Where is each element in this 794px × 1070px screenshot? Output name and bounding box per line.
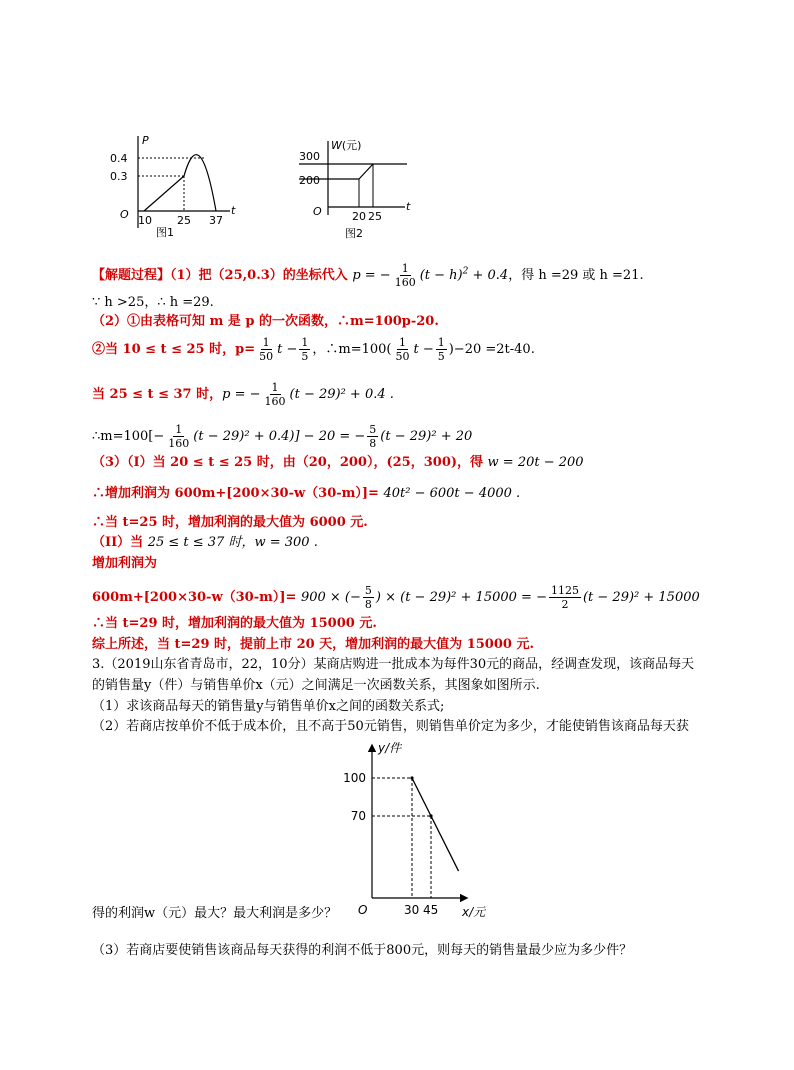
sol-line-14: 综上所述，当 t=29 时，提前上市 20 天，增加利润的最大值为 15000 元.	[92, 637, 534, 652]
sol-line-11: 增加利润为	[92, 556, 158, 571]
fig1-origin: O	[120, 208, 129, 221]
q3-origin: O	[358, 903, 368, 917]
q3-line-2: 的销售量y（件）与销售单价x（元）之间满足一次函数关系，其图象如图所示.	[92, 678, 540, 693]
fig2-tick-25: 25	[368, 210, 382, 223]
sol-line-8: ∴增加利润为 600m+[200×30-w（30-m）]= 40t² − 600t − 4000 .	[92, 486, 521, 501]
sol-line-3: （2）①由表格可知 m 是 p 的一次函数，∴m=100p-20.	[92, 314, 439, 329]
fig2-y-label: W(元)	[331, 139, 362, 152]
fig1-tick-0.3: 0.3	[110, 170, 128, 183]
q3-line-5: 得的利润w（元）最大？最大利润是多少？	[92, 906, 338, 921]
sol-line-13: ∴当 t=29 时，增加利润的最大值为 15000 元.	[92, 616, 377, 631]
fig1-y-label: P	[142, 134, 149, 147]
fig1-x-label: t	[231, 204, 236, 217]
sol-line-1: 【解题过程】（1）把（25,0.3）的坐标代入 p = − $\frac{1}{160}$ $(t - h)^2 + 0.4$，得 h =29 或 h =21.	[92, 262, 644, 289]
fig2-x-label: t	[406, 200, 411, 213]
sol-line-12: 600m+[200×30-w（30-m）]= 900 × (− $\frac{5}{8}$ ) × (t − 29)² + 15000 = − $\frac{1125}{2}$ (t − 29)² + 15000	[92, 584, 700, 611]
q3-ytick-70: 70	[350, 809, 366, 823]
sol-line-7: （3）（I）当 20 ≤ t ≤ 25 时，由（20，200），(25，300)，得 w = 20t − 200	[92, 455, 584, 470]
sol-line-4: ②当 10 ≤ t ≤ 25 时，p= $\frac{1}{50}$ t − $\frac{1}{5}$ ，∴m=100( $\frac{1}{50}$ t − $\frac{1}{5}$ )−20 =2t-40.	[92, 336, 535, 363]
sol-line-9: ∴当 t=25 时，增加利润的最大值为 6000 元.	[92, 515, 368, 530]
q3-line-4: （2）若商店按单价不低于成本价，且不高于50元销售，则销售单价定为多少，才能使销售该商品每天获	[92, 719, 689, 734]
q3-chart	[330, 738, 500, 930]
fig1-caption: 图1	[156, 226, 174, 239]
q3-line-3: （1）求该商品每天的销售量y与销售单价x之间的函数关系式;	[92, 699, 445, 714]
q3-x-label: x/元	[462, 905, 486, 919]
q3-line-6: （3）若商店要使销售该商品每天获得的利润不低于800元，则每天的销售量最少应为多少件？	[92, 943, 633, 958]
q3-y-label: y/件	[378, 741, 402, 755]
fig1-tick-37: 37	[209, 214, 223, 227]
q3-line-1: 3.（2019山东省青岛市，22，10分）某商店购进一批成本为每件30元的商品，经调查发现，该商品每天	[92, 657, 695, 672]
q3-xtick-45: 45	[423, 903, 439, 917]
figure-1	[100, 130, 245, 242]
sol-line-6: ∴m=100[− $\frac{1}{160}$ (t − 29)² + 0.4)] − 20 = − $\frac{5}{8}$ (t − 29)² + 20	[92, 423, 473, 450]
q3-series-line	[412, 778, 459, 871]
figure-2	[295, 133, 425, 245]
fig2-origin: O	[313, 205, 322, 218]
q3-xtick-30: 30	[404, 903, 420, 917]
fig1-curve	[144, 155, 216, 211]
sol-line-5: 当 25 ≤ t ≤ 37 时，p = − $\frac{1}{160}$ (t − 29)² + 0.4 .	[92, 381, 394, 408]
fig2-caption: 图2	[345, 227, 363, 240]
fig1-tick-0.4: 0.4	[110, 152, 128, 165]
sol-line-2: ∵ h >25，∴ h =29.	[92, 295, 214, 310]
fig1-tick-10: 10	[138, 214, 152, 227]
q3-ytick-100: 100	[343, 771, 366, 785]
fig2-tick-20: 20	[352, 210, 366, 223]
fig2-tick-300: 300	[299, 150, 320, 163]
fig2-tick-200: 200	[299, 174, 320, 187]
fig1-tick-25: 25	[177, 214, 191, 227]
sol-line-10: （II）当 25 ≤ t ≤ 37 时，w = 300 .	[92, 535, 318, 550]
